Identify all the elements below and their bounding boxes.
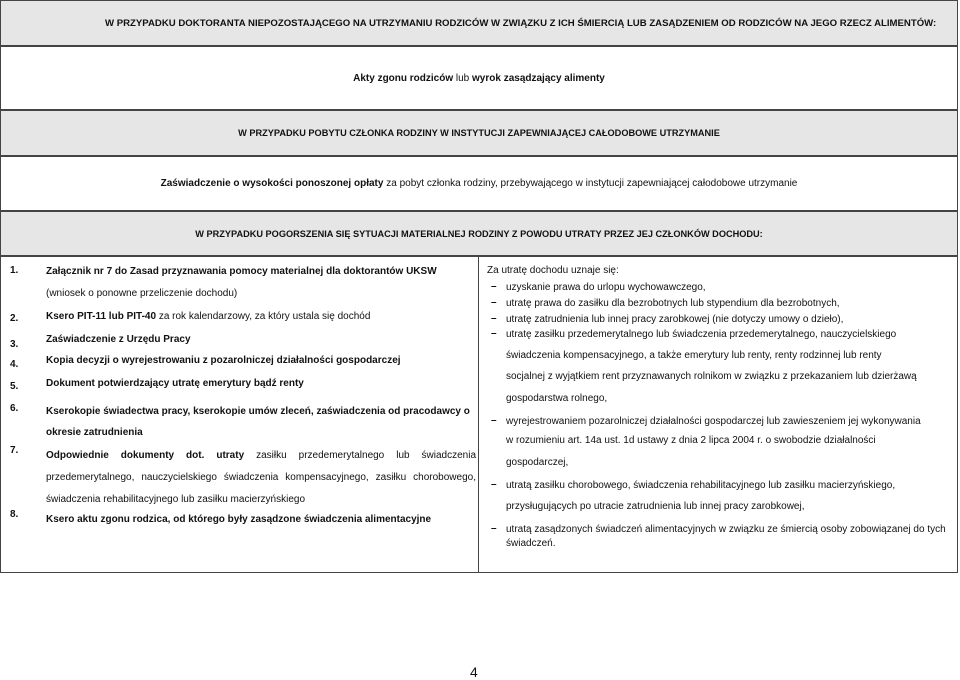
definition-item-5-line-1: wyrejestrowaniem pozarolniczej działalności gospodarczej lub zawieszeniem jej wykonywania — [506, 416, 921, 427]
death-docs-normal: lub — [453, 72, 473, 84]
item-8-title: Ksero aktu zgonu rodzica, od którego były zasądzone świadczenia alimentacyjne — [46, 514, 432, 525]
institution-doc-row — [0, 156, 958, 211]
item-3-title: Zaświadczenie z Urzędu Pracy — [46, 334, 191, 345]
institution-doc-text — [161, 178, 798, 189]
item-6-title: Kserokopie świadectwa pracy, kserokopie umów zleceń, zaświadczenia od pracodawcy o okresie zatrudnienia — [46, 406, 470, 438]
dash-3: – — [491, 313, 497, 324]
item-5-title: Dokument potwierdzający utratę emerytury bądź renty — [46, 378, 304, 389]
definition-item-5-line-3: gospodarczej, — [506, 457, 569, 468]
death-docs-bold2: wyrok zasądzający alimenty — [472, 72, 605, 84]
dash-1: – — [491, 281, 497, 292]
dash-7: – — [491, 523, 497, 534]
item-2-normal: za rok kalendarzowy, za który ustala się dochód — [156, 311, 371, 322]
dash-6: – — [491, 479, 497, 490]
definition-intro: Za utratę dochodu uznaje się: — [487, 265, 619, 276]
worsening-header-row — [0, 211, 958, 256]
definition-item-4-cont-1: świadczenia kompensacyjnego, a także emerytury lub renty, renty rodzinnej lub renty — [506, 350, 882, 361]
institution-doc-normal: za pobyt członka rodziny, przebywającego w instytucji zapewniającej całodobowe utrzymanie — [383, 178, 798, 189]
definition-item-1: uzyskanie prawa do urlopu wychowawczego, — [506, 282, 706, 293]
definition-item-4-cont-3: gospodarstwa rolnego, — [506, 393, 608, 404]
dash-4: – — [491, 328, 497, 339]
doctoral-header-row — [0, 0, 958, 46]
page-number: 4 — [470, 664, 478, 680]
item-1-title: Załącznik nr 7 do Zasad przyznawania pomocy materialnej dla doktorantów UKSW — [46, 266, 437, 277]
item-6-number: 6. — [10, 403, 19, 414]
death-docs-bold1: Akty zgonu rodziców — [353, 72, 454, 84]
item-7-bold: Odpowiednie dokumenty dot. utraty — [46, 450, 245, 461]
dash-2: – — [491, 297, 497, 308]
institution-header-row — [0, 110, 958, 156]
dash-5: – — [491, 415, 497, 426]
definition-item-6-line-2: przysługujących po utracie zatrudnienia lub innej pracy zarobkowej, — [506, 501, 805, 512]
death-docs-row — [0, 46, 958, 110]
item-3-number: 3. — [10, 339, 19, 350]
definition-item-2: utratę prawa do zasiłku dla bezrobotnych lub stypendium dla bezrobotnych, — [506, 298, 840, 309]
item-2-number: 2. — [10, 313, 19, 324]
item-7-normal: zasiłku przedemerytalnego lub świadczenia przedemerytalnego, nauczycielskiego świadczenia kompensacyjnego, zasiłku chorobowego, świadczenia rehabilitacyjnego lub zasiłku macierzyńskiego — [46, 450, 479, 505]
item-2-bold: Ksero PIT-11 lub PIT-40 — [46, 311, 157, 322]
income-loss-section — [0, 256, 958, 573]
institution-doc-bold: Zaświadczenie o wysokości ponoszonej opłaty — [160, 178, 384, 189]
item-7-text — [46, 445, 479, 511]
item-1-note: (wniosek o ponowne przeliczenie dochodu) — [46, 288, 238, 299]
item-4-title: Kopia decyzji o wyrejestrowaniu z pozarolniczej działalności gospodarczej — [46, 355, 401, 366]
definition-item-4-cont-2: socjalnej z wyjątkiem rent przyznawanych rolnikom w związku z przekazaniem lub dzierżawą — [506, 371, 917, 382]
item-5-number: 5. — [10, 381, 19, 392]
institution-header-text: W PRZYPADKU POBYTU CZŁONKA RODZINY W INSTYTUCJI ZAPEWNIAJĄCEJ CAŁODOBOWE UTRZYMANIE — [238, 128, 720, 138]
item-1-number: 1. — [10, 265, 19, 276]
death-docs-text — [353, 73, 605, 84]
definition-item-6-line-1: utratą zasiłku chorobowego, świadczenia rehabilitacyjnego lub zasiłku macierzyńskiego, — [506, 480, 896, 491]
doctoral-header-text: W PRZYPADKU DOKTORANTA NIEPOZOSTAJĄCEGO NA UTRZYMANIU RODZICÓW W ZWIĄZKU Z ICH ŚMIERCIĄ LUB ZASĄDZENIEM OD RODZICÓW NA JEGO RZECZ ALIMENTÓW: — [105, 17, 937, 29]
definition-item-3: utratę zatrudnienia lub innej pracy zarobkowej (nie dotyczy umowy o dzieło), — [506, 314, 844, 325]
item-8-number: 8. — [10, 509, 19, 520]
column-divider — [478, 257, 479, 572]
definition-item-7: utratą zasądzonych świadczeń alimentacyjnych w związku ze śmiercią osoby zobowiązanej do tych świadczeń. — [506, 524, 946, 549]
definition-item-4: utratę zasiłku przedemerytalnego lub świadczenia przedemerytalnego, nauczycielskiego — [506, 329, 897, 340]
item-4-number: 4. — [10, 359, 19, 370]
worsening-header-text: W PRZYPADKU POGORSZENIA SIĘ SYTUACJI MATERIALNEJ RODZINY Z POWODU UTRATY PRZEZ JEJ CZŁONKÓW DOCHODU: — [195, 228, 763, 239]
item-2-text — [46, 310, 476, 323]
definition-item-5-line-2: w rozumieniu art. 14a ust. 1d ustawy z dnia 2 lipca 2004 r. o swobodzie działalności — [506, 435, 876, 446]
item-7-number: 7. — [10, 445, 19, 456]
